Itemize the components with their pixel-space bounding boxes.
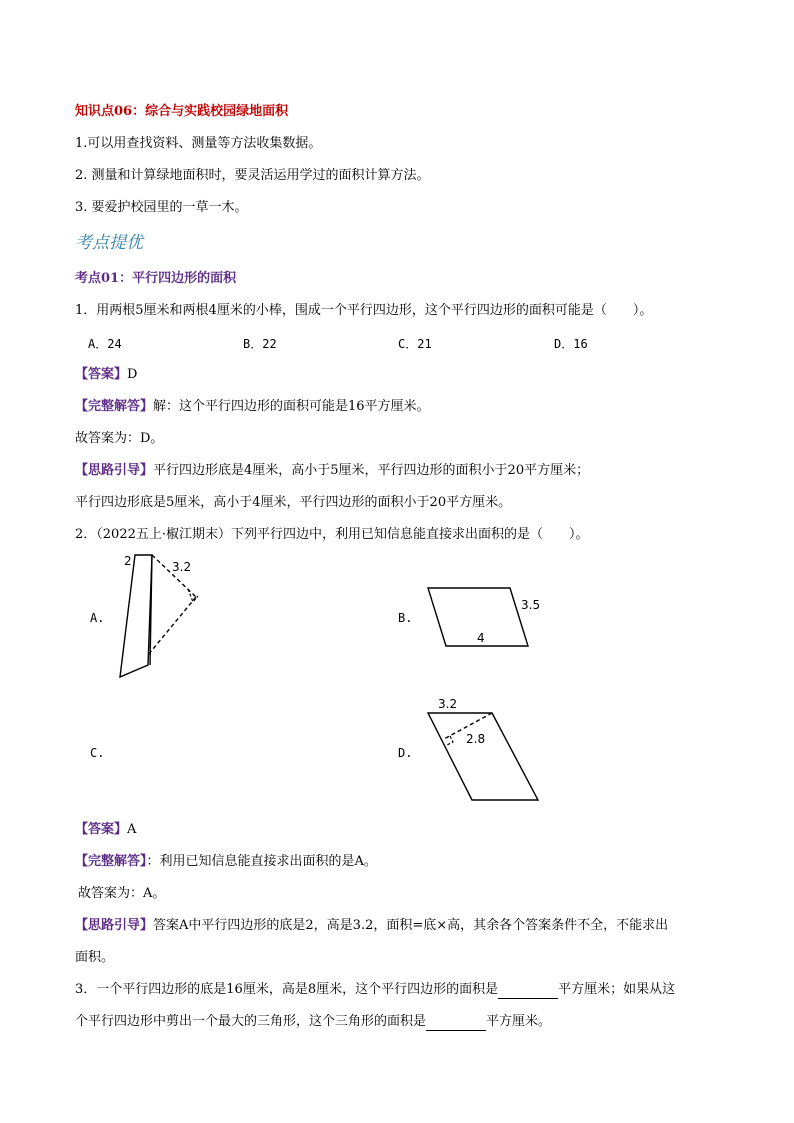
q2-label-a: A. — [90, 611, 105, 625]
q1-answer — [75, 366, 137, 384]
q3-text-4: 平方厘米。 — [486, 1014, 552, 1029]
solution-text: 解：这个平行四边形的面积可能是16平方厘米。 — [153, 399, 430, 414]
q2-stem: 2．（2022五上·椒江期末）下列平行四边中，利用已知信息能直接求出面积的是（ ）。 — [75, 527, 589, 542]
figure-b-parallelogram — [420, 580, 560, 660]
section-title: 考点提优 — [75, 233, 143, 253]
solution-tag: 【完整解答】 — [75, 854, 147, 869]
q2-solution — [75, 853, 377, 871]
q3-text-2: 平方厘米；如果从这 — [558, 982, 676, 997]
q3-text-3: 个平行四边形中剪出一个最大的三角形，这个三角形的面积是 — [75, 1014, 427, 1029]
figure-a-parallelogram — [110, 545, 210, 685]
exam-title: 考点01：平行四边形的面积 — [75, 271, 237, 286]
q3-text-1: 3．一个平行四边形的底是16厘米，高是8厘米，这个平行四边形的面积是 — [75, 982, 499, 997]
fig-a-side-label: 2 — [124, 554, 132, 568]
q3-blank-2[interactable] — [426, 1017, 486, 1031]
kp06-item-2: 2. 测量和计算绿地面积时，要灵活运用学过的面积计算方法。 — [75, 168, 430, 183]
q2-label-d: D. — [398, 746, 413, 760]
q3-blank-1[interactable] — [498, 985, 558, 999]
answer-value: A — [127, 822, 137, 837]
answer-tag: 【答案】 — [75, 822, 128, 837]
q2-label-b: B. — [398, 611, 413, 625]
kp06-item-1: 1.可以用查找资料、测量等方法收集数据。 — [75, 136, 322, 151]
solution-text: ：利用已知信息能直接求出面积的是A。 — [146, 854, 377, 869]
kp06-item-3: 3. 要爱护校园里的一草一木。 — [75, 200, 248, 215]
answer-value: D — [127, 367, 138, 382]
q1-option-b: B．22 — [243, 337, 277, 351]
fig-d-top-label: 3.2 — [438, 697, 458, 711]
q2-label-c: C. — [90, 746, 105, 760]
q1-hint-2: 平行四边形底是5厘米，高小于4厘米，平行四边形的面积小于20平方厘米。 — [75, 495, 512, 510]
q1-hint — [75, 462, 589, 480]
kp06-title: 知识点06：综合与实践校园绿地面积 — [75, 104, 289, 119]
q1-conclusion: 故答案为：D。 — [75, 431, 164, 446]
fig-b-base-label: 4 — [477, 631, 485, 645]
hint-tag: 【思路引导】 — [75, 463, 154, 478]
q2-conclusion: 故答案为：A。 — [78, 886, 166, 901]
q1-stem: 1．用两根5厘米和两根4厘米的小棒，围成一个平行四边形，这个平行四边形的面积可能是（ ）。 — [75, 303, 653, 318]
figure-d-parallelogram — [420, 693, 560, 813]
answer-tag: 【答案】 — [75, 367, 128, 382]
fig-d-height-label: 2.8 — [466, 732, 486, 746]
q3-line-2 — [75, 1013, 551, 1031]
solution-tag: 【完整解答】 — [75, 399, 154, 414]
q1-option-c: C．21 — [398, 337, 432, 351]
hint-text-1: 答案A中平行四边形的底是2，高是3.2，面积=底×高，其余各个答案条件不全，不能求出 — [153, 918, 669, 933]
hint-text-1: 平行四边形底是4厘米，高小于5厘米，平行四边形的面积小于20平方厘米； — [153, 463, 590, 478]
q2-answer — [75, 821, 136, 839]
q3-line-1 — [75, 981, 675, 999]
fig-a-height-label: 3.2 — [172, 560, 192, 574]
hint-tag: 【思路引导】 — [75, 918, 154, 933]
fig-b-side-label: 3.5 — [521, 598, 541, 612]
q1-solution — [75, 398, 430, 416]
q2-hint-2: 面积。 — [75, 950, 115, 965]
q2-hint — [75, 917, 668, 935]
q1-option-a: A．24 — [88, 337, 122, 351]
q1-option-d: D．16 — [554, 337, 588, 351]
